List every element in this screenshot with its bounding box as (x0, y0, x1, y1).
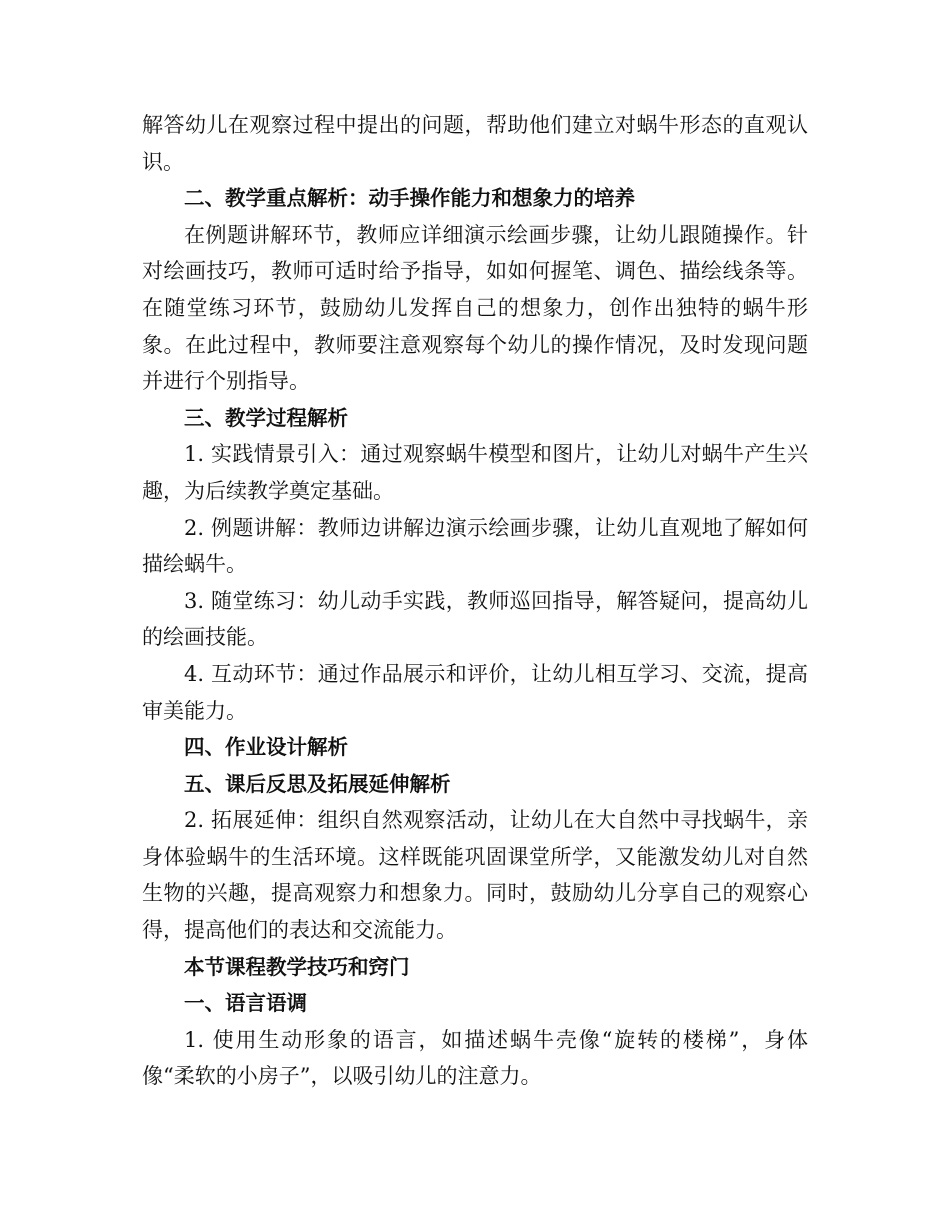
heading-homework-design: 四、作业设计解析 (184, 735, 348, 760)
heading-language-tone: 一、语言语调 (184, 991, 307, 1016)
paragraph-example-explanation: 在例题讲解环节，教师应详细演示绘画步骤，让幼儿跟随操作。针对绘画技巧，教师可适时给予指导，如如何握笔、调色、描绘线条等。在随堂练习环节，鼓励幼儿发挥自己的想象力，创作出独特的蜗牛形象。在此过程中，教师要注意观察每个幼儿的操作情况，及时发现问题并进行个别指导。 (142, 222, 808, 394)
list-item-practice-intro: 1. 实践情景引入：通过观察蜗牛模型和图片，让幼儿对蜗牛产生兴趣，为后续教学奠定基础。 (142, 442, 808, 503)
list-item-vivid-language: 1. 使用生动形象的语言，如描述蜗牛壳像“旋转的楼梯”，身体像“柔软的小房子”，以吸引幼儿的注意力。 (142, 1027, 808, 1089)
list-item-interaction: 4. 互动环节：通过作品展示和评价，让幼儿相互学习、交流，提高审美能力。 (142, 661, 808, 723)
paragraph-continued-answer: 解答幼儿在观察过程中提出的问题，帮助他们建立对蜗牛形态的直观认识。 (142, 113, 808, 174)
heading-teaching-focus: 二、教学重点解析：动手操作能力和想象力的培养 (184, 186, 635, 211)
document-body (142, 107, 808, 1095)
list-item-example: 2. 例题讲解：教师边讲解边演示绘画步骤，让幼儿直观地了解如何描绘蜗牛。 (142, 515, 808, 577)
heading-teaching-process: 三、教学过程解析 (184, 405, 348, 430)
heading-reflection-extension: 五、课后反思及拓展延伸解析 (184, 771, 451, 796)
list-item-exercise: 3. 随堂练习：幼儿动手实践，教师巡回指导，解答疑问，提高幼儿的绘画技能。 (142, 588, 808, 650)
heading-teaching-tips: 本节课程教学技巧和窍门 (184, 954, 410, 979)
list-item-extension: 2. 拓展延伸：组织自然观察活动，让幼儿在大自然中寻找蜗牛，亲身体验蜗牛的生活环境。这样既能巩固课堂所学，又能激发幼儿对自然生物的兴趣，提高观察力和想象力。同时，鼓励幼儿分享自己的观察心得，提高他们的表达和交流能力。 (142, 808, 808, 943)
